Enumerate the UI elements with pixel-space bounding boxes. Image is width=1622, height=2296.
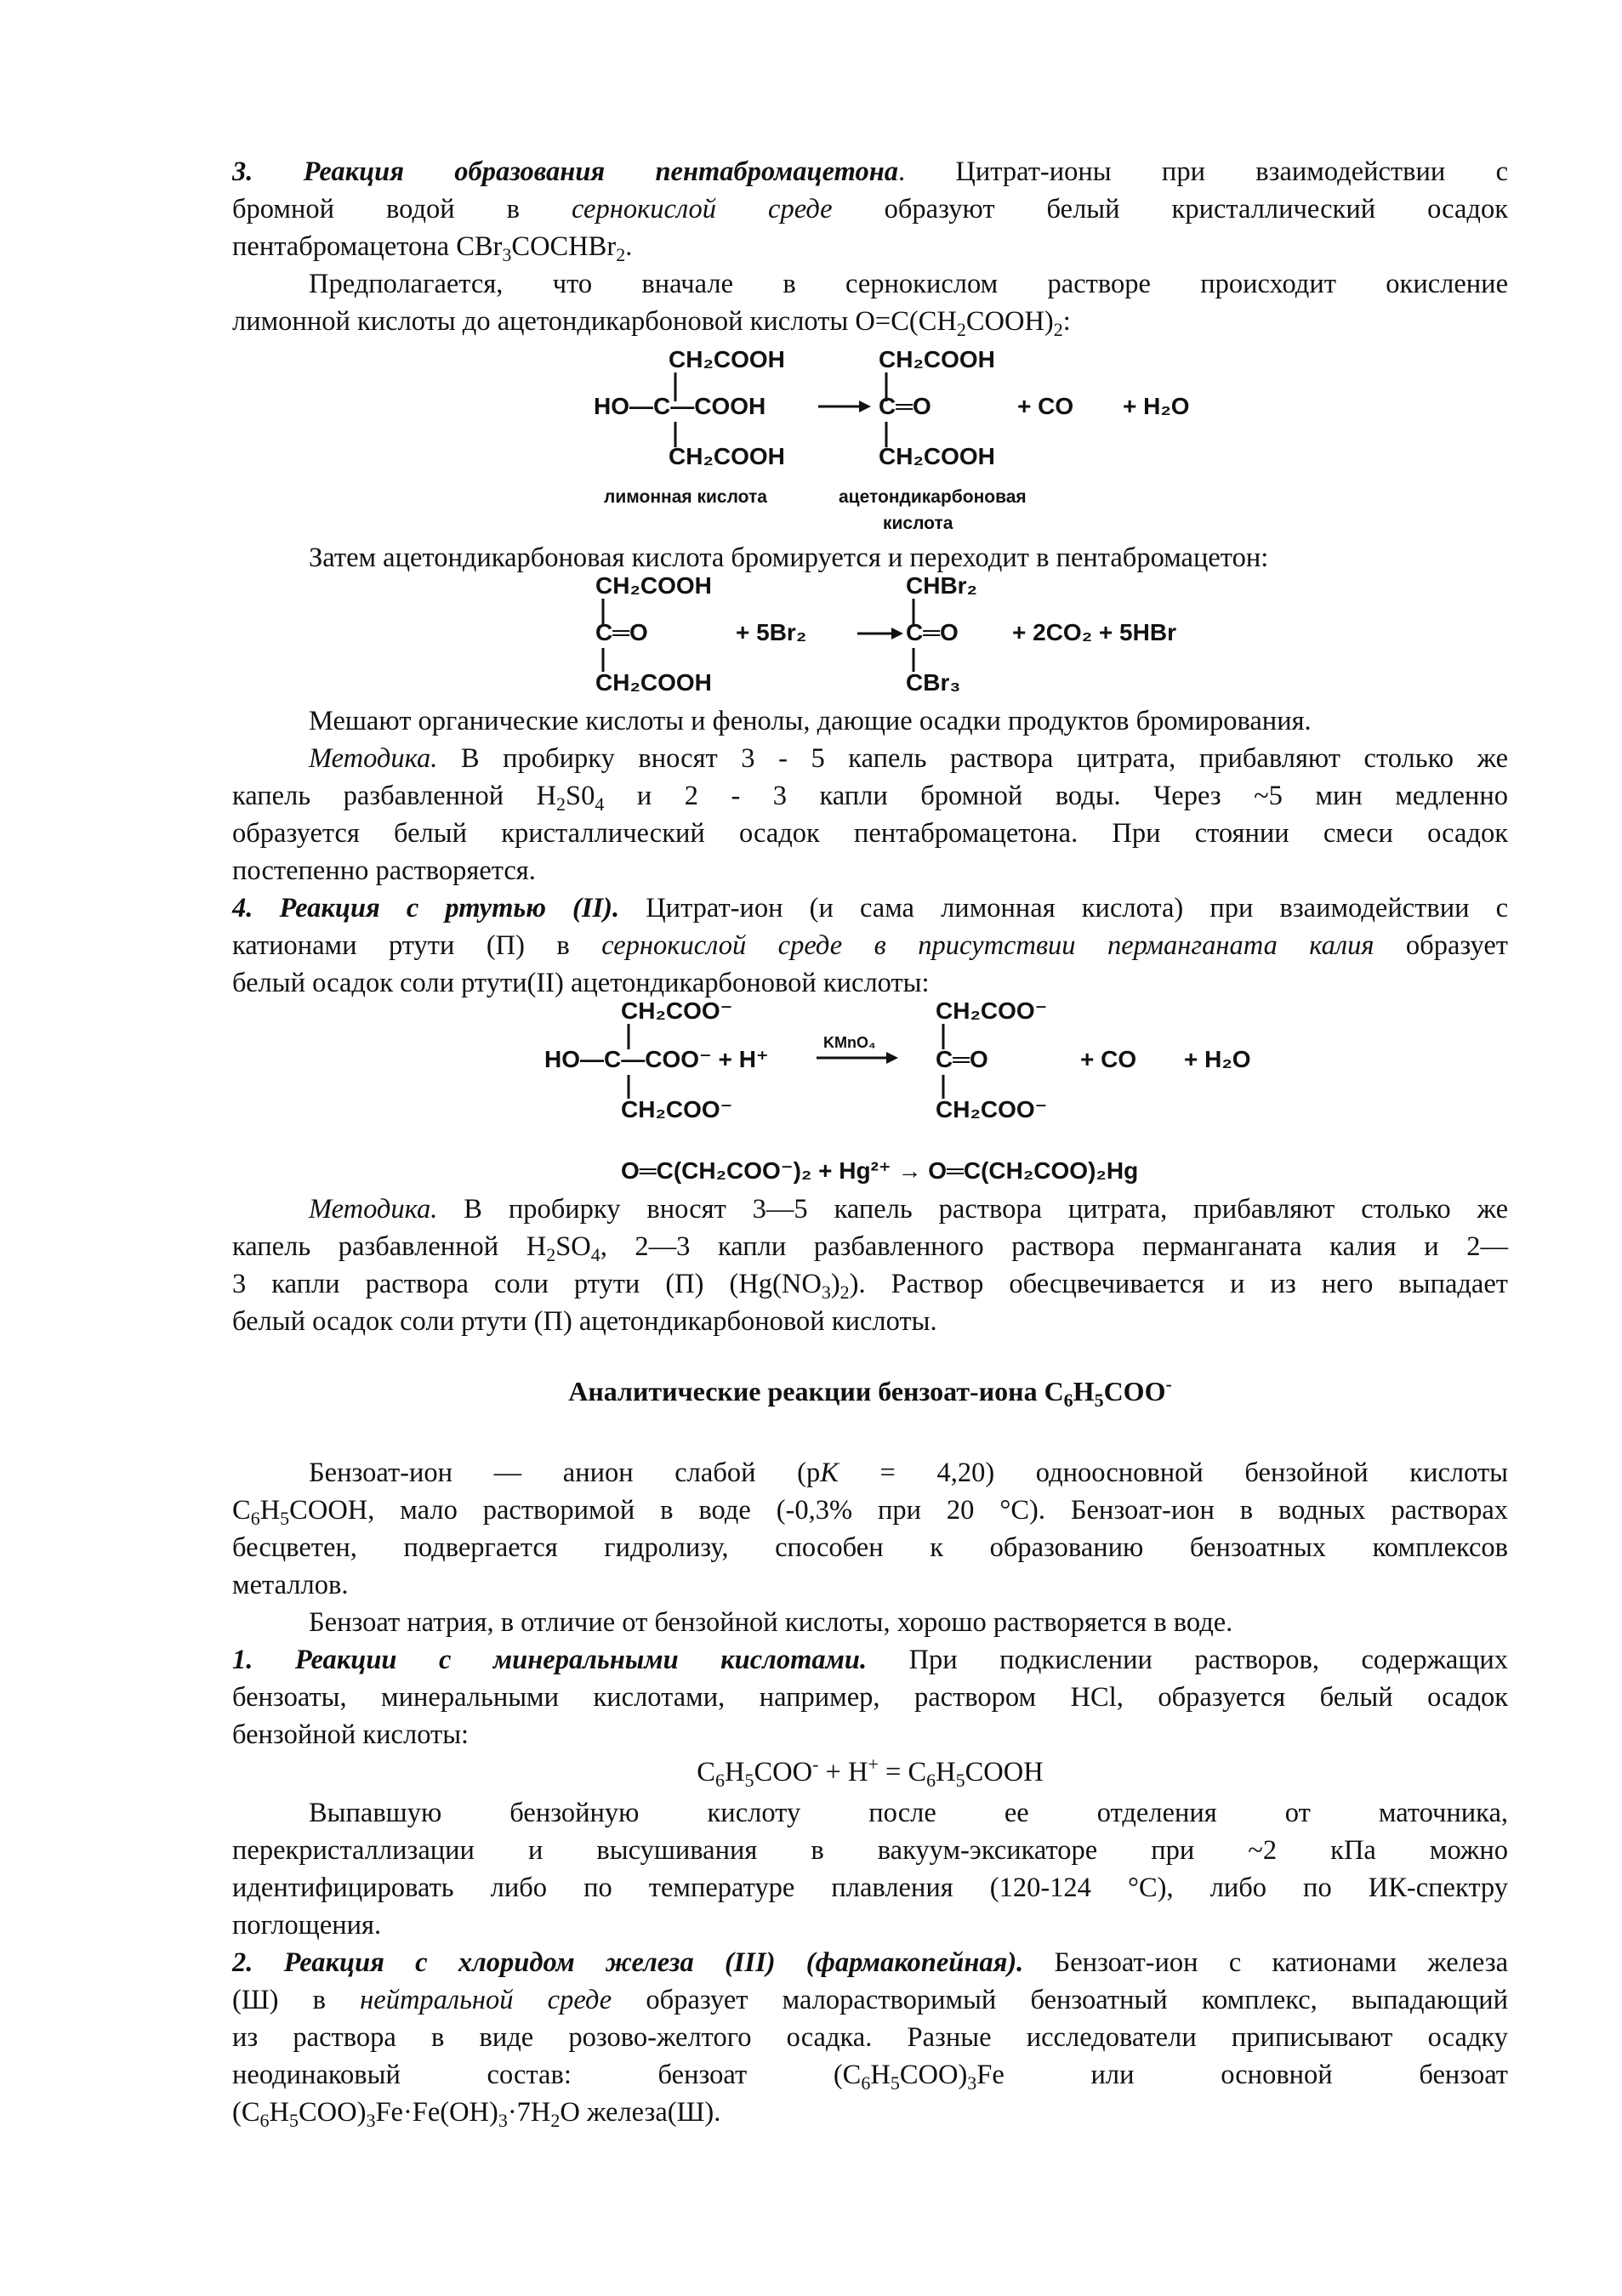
- italic-term: нейтральной среде: [360, 1985, 612, 2015]
- text: Предполагается, что вначале в сернокислом растворе происходит окисление: [309, 269, 1508, 299]
- formula-text: + H₂O: [1184, 1046, 1251, 1072]
- text: образуют белый кристаллический осадок: [832, 194, 1509, 224]
- text: ): [830, 1269, 840, 1299]
- method-label: Методика.: [309, 743, 438, 774]
- text: перекристаллизации и высушивания в вакуум-эксикаторе при ~2 кПа можно: [232, 1835, 1508, 1866]
- formula-text: C═O: [595, 619, 648, 645]
- formula-text: CH₂COOH: [595, 572, 712, 599]
- formula-text: C═O: [936, 1046, 988, 1072]
- scheme-bromination: [587, 571, 1250, 708]
- text: Цитрат-ион (и сама лимонная кислота) при взаимодействии с: [619, 893, 1508, 924]
- heading-text: Аналитические реакции бензоат-иона C: [568, 1376, 1064, 1407]
- formula-text: CH₂COOH: [669, 443, 785, 469]
- scheme-citric-oxidation: [561, 338, 1242, 536]
- text: бесцветен, подвергается гидролизу, способен к образованию бензоатных комплексов: [232, 1532, 1508, 1563]
- text: SO: [555, 1231, 591, 1262]
- text: Бензоат-ион — анион слабой (p: [309, 1458, 821, 1488]
- text: Затем ацетондикарбоновая кислота бромируется и переходит в пентабромацетон:: [309, 543, 1269, 573]
- text: В пробирку вносят 3—5 капель раствора цитрата, прибавляют столько же: [437, 1194, 1508, 1225]
- text: катионами ртути (П) в: [232, 930, 602, 961]
- text: K: [820, 1458, 839, 1488]
- paragraph-sodium-benzoate: [232, 1604, 1508, 1641]
- formula-text: CH₂COO⁻: [621, 997, 733, 1024]
- text: белый осадок соли ртути(II) ацетондикарбоновой кислоты:: [232, 968, 930, 998]
- text: капель разбавленной H: [232, 1231, 547, 1262]
- text: из раствора в виде розово-желтого осадка. Разные исследователи приписывают осадку: [232, 2022, 1508, 2053]
- text: Бензоат натрия, в отличие от бензойной кислоты, хорошо растворяется в воде.: [309, 1607, 1233, 1638]
- text: или основной бензоат: [1004, 2060, 1509, 2090]
- section-title-1: 1. Реакции с минеральными кислотами.: [232, 1645, 868, 1675]
- text: образуется белый кристаллический осадок пентабромацетона. При стоянии смеси осадок: [232, 818, 1508, 849]
- formula-text: HO—C—COO⁻ + H⁺: [544, 1046, 769, 1072]
- paragraph-recrystallization: [232, 1794, 1508, 1944]
- text: Бензоат-ион с катионами железа: [1023, 1947, 1508, 1978]
- section-title-2: 2. Реакция с хлоридом железа (III) (фармакопейная).: [232, 1947, 1024, 1978]
- italic-term: сернокислой среде в присутствии перманганата калия: [601, 930, 1374, 961]
- text: образует: [1374, 930, 1508, 961]
- formula-text: + 2CO₂ + 5HBr: [1012, 619, 1176, 645]
- text: металлов.: [232, 1570, 349, 1600]
- text: , 2—3 капли разбавленного раствора перманганата калия и 2—: [600, 1231, 1508, 1262]
- text: COOH, мало растворимой в воде (-0,3% при 20 °C). Бензоат-ион в водных растворах: [289, 1495, 1508, 1526]
- text: бензоаты, минеральными кислотами, например, раствором HCl, образуется белый осадок: [232, 1682, 1508, 1713]
- text: пентабромацетона CBr: [232, 231, 503, 262]
- formula-text: CH₂COO⁻: [936, 1096, 1048, 1122]
- text: неодинаковый состав: бензоат (C: [232, 2060, 862, 2090]
- formula-text: CH₂COOH: [879, 346, 995, 372]
- method-label: Методика.: [309, 1194, 438, 1225]
- italic-term: сернокислой среде: [572, 194, 833, 224]
- formula-text: + 5Br₂: [736, 619, 807, 645]
- formula-text: CH₂COO⁻: [621, 1096, 733, 1122]
- paragraph-pentabromacetone: 3. Реакция образования пентабромацетона. Цитрат-ионы при взаимодействии с бромной водой в сернокислой среде образуют белый кристаллический осадок пентабромацетона CBr$_3$COCHBr$_2$.: [232, 156, 1509, 265]
- text: (Ш) в: [232, 1985, 361, 2015]
- equation-benzoic-acid: $C_6H_5COO^- + H^+$ = $C_6H_5COOH$: [697, 1753, 1044, 1791]
- formula-text: COO: [754, 1757, 813, 1787]
- paragraph-method-1: Методика. В пробирку вносят 3 - 5 капель раствора цитрата, прибавляют столько же капель разбавленной $H_2S0_4$ и 2 - 3 капли бромной воды. Через ~5 мин медленно образуется белый кристаллический осадок пентабромацетона. При стоянии смеси осадок постепенно растворяется.: [232, 740, 1508, 889]
- section-title-3: 3. Реакция образования пентабромацетона: [232, 156, 898, 187]
- formula-text: CH₂COOH: [595, 669, 712, 696]
- formula-text: HO—C—COOH: [594, 393, 766, 419]
- formula-text: CH₂COO⁻: [936, 997, 1048, 1024]
- paragraph-benzoate-intro: Бензоат-ион — анион слабой (pK = 4,20) одноосновной бензойной кислоты $C_6H_5COOH$, мало растворимой в воде (-0,3% при 20 °C). Бензоат-ион в водных растворах бесцветен, подвергается гидролизу, способен к образованию бензоатных комплексов металлов.: [232, 1454, 1508, 1604]
- formula-text: CHBr₂: [906, 572, 977, 599]
- formula-text: + CO: [1080, 1046, 1137, 1072]
- text: белый осадок соли ртути (П) ацетондикарбоновой кислоты.: [232, 1306, 937, 1337]
- text: и 2 - 3 капли бромной воды. Через ~5 мин медленно: [604, 781, 1508, 811]
- paragraph-iron-chloride: 2. Реакция с хлоридом железа (III) (фармакопейная). Бензоат-ион с катионами железа (Ш) в нейтральной среде образует малорастворимый бензоатный комплекс, выпадающий из раствора в виде розово-желтого осадка. Разные исследователи приписывают осадку неодинаковый состав: бензоат $(C_6H_5COO)_3Fe$ или основной бензоат $(C_6H_5COO)_3Fe\cdot Fe(OH)_3\cdot 7H_2O$ железа(Ш).: [232, 1947, 1509, 2131]
- text: бензойной кислоты:: [232, 1719, 470, 1750]
- formula-text: O═C(CH₂COO⁻)₂ + Hg²⁺ → O═C(CH₂COO)₂Hg: [621, 1157, 1139, 1184]
- text: железа(Ш).: [579, 2097, 721, 2128]
- formula-text: + H₂O: [1123, 393, 1190, 419]
- paragraph-supposition: Предполагается, что вначале в сернокислом растворе происходит окисление лимонной кислоты до ацетондикарбоновой кислоты $O=C(CH_2COOH)_2$:: [232, 265, 1508, 340]
- text: бромной водой в: [232, 194, 572, 224]
- text: Выпавшую бензойную кислоту после ее отделения от маточника,: [309, 1798, 1508, 1828]
- text: постепенно растворяется.: [232, 855, 536, 886]
- text: образует малорастворимый бензоатный комплекс, выпадающий: [612, 1985, 1509, 2015]
- formula-text: + CO: [1017, 393, 1074, 419]
- paragraph-method-2: Методика. В пробирку вносят 3—5 капель раствора цитрата, прибавляют столько же капель разбавленной $H_2SO_4$, 2—3 капли разбавленного раствора перманганата калия и 2— 3 капли раствора соли ртути (П) $(Hg(NO_3)_2)$. Раствор обесцвечивается и из него выпадает белый осадок соли ртути (П) ацетондикарбоновой кислоты.: [232, 1191, 1508, 1340]
- formula-text: CH₂COOH: [669, 346, 785, 372]
- text: S0: [566, 781, 595, 811]
- paragraph-mineral-acids: [232, 1641, 1508, 1753]
- section-title-4: 4. Реакция с ртутью (II).: [232, 893, 620, 924]
- text: Мешают органические кислоты и фенолы, дающие осадки продуктов бромирования.: [309, 706, 1312, 736]
- reagent-label: KMnO₄: [823, 1034, 876, 1051]
- paragraph-mercury: [232, 889, 1508, 1002]
- text: лимонной кислоты до ацетондикарбоновой кислоты O=C(CH: [232, 306, 957, 337]
- text: При подкислении растворов, содержащих: [867, 1645, 1508, 1675]
- label-citric-acid: лимонная кислота: [604, 487, 767, 507]
- text: = 4,20) одноосновной бензойной кислоты: [838, 1458, 1508, 1488]
- text: поглощения.: [232, 1910, 382, 1941]
- paragraph-interference: [232, 702, 1508, 740]
- label-acetonedicarboxylic: ацетондикарбоновая: [839, 487, 1027, 507]
- text: идентифицировать либо по температуре плавления (120-124 °C), либо по ИК-спектру: [232, 1873, 1508, 1903]
- formula-text: C═O: [879, 393, 931, 419]
- text: ). Раствор обесцвечивается и из него выпадает: [849, 1269, 1508, 1299]
- text: В пробирку вносят 3 - 5 капель раствора цитрата, прибавляют столько же: [437, 743, 1508, 774]
- text: 3 капли раствора соли ртути (П) (Hg(NO: [232, 1269, 822, 1299]
- text: капель разбавленной H: [232, 781, 557, 811]
- formula-text: CH₂COOH: [879, 443, 995, 469]
- formula-text: C═O: [906, 619, 959, 645]
- scheme-mercury: [536, 995, 1284, 1191]
- section-heading-benzoate: Аналитические реакции бензоат-иона $C_6H_5COO^-$: [568, 1373, 1172, 1411]
- formula-text: CBr₃: [906, 669, 961, 696]
- text: . Цитрат-ионы при взаимодействии с: [898, 156, 1508, 187]
- label-acid: кислота: [883, 514, 953, 533]
